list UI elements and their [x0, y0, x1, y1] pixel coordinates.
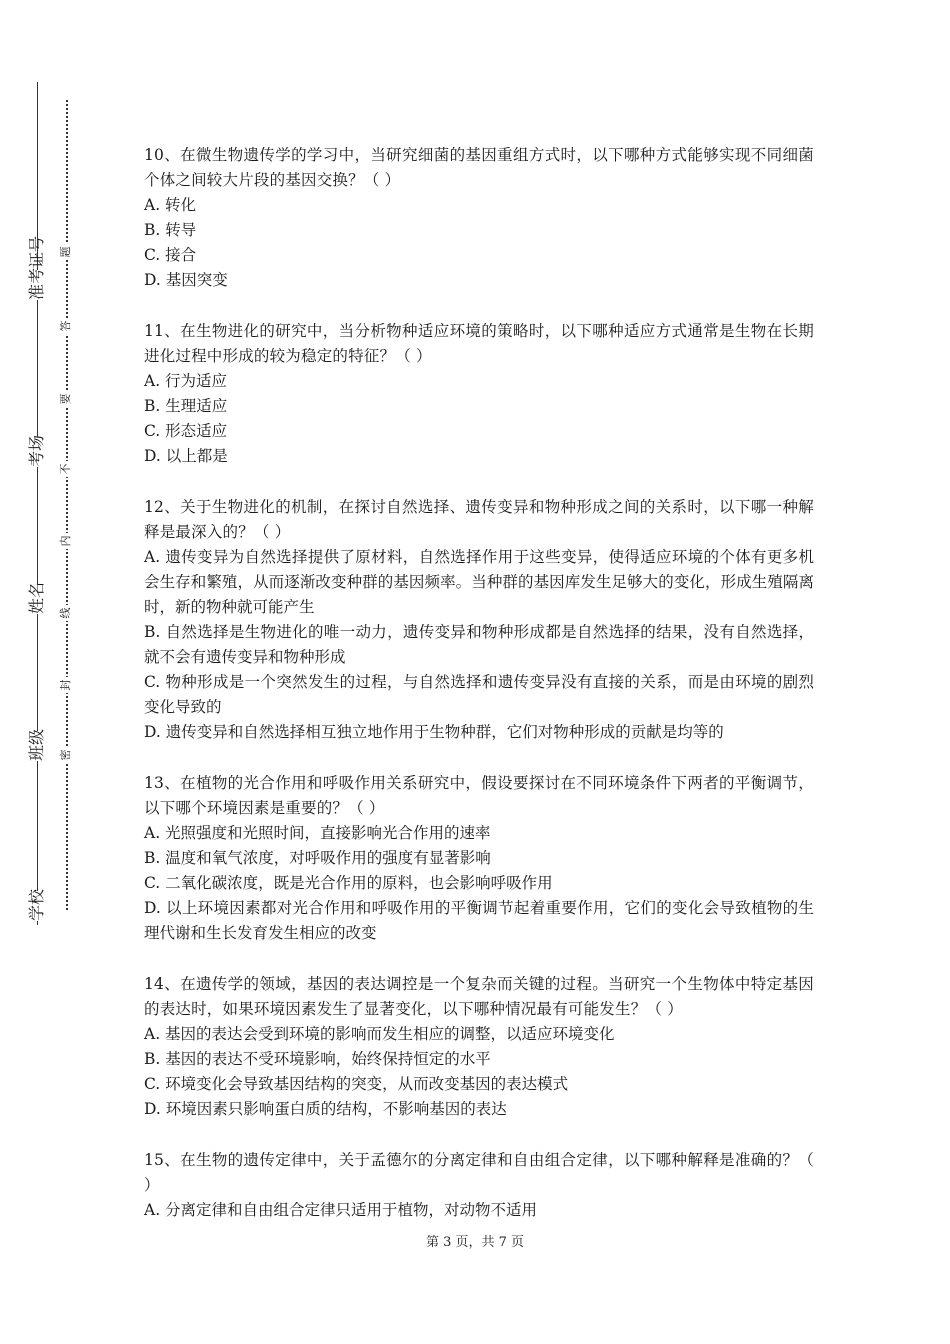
question-stem: 15、在生物的遗传定律中，关于孟德尔的分离定律和自由组合定律，以下哪种解释是准确的？（ ）	[144, 1151, 814, 1194]
class-label: 班级	[22, 731, 52, 761]
option-c: C. 物种形成是一个突然发生的过程，与自然选择和遗传变异没有直接的关系，而是由环境的剧烈变化导致的	[144, 673, 814, 716]
page-number: 第 3 页，共 7 页	[425, 1235, 525, 1250]
question-stem: 14、在遗传学的领域，基因的表达调控是一个复杂而关键的过程。当研究一个生物体中特定基因的表达时，如果环境因素发生了显著变化，以下哪种情况最有可能发生？（ ）	[144, 975, 814, 1018]
question-stem: 11、在生物进化的研究中，当分析物种适应环境的策略时，以下哪种适应方式通常是生物在长期进化过程中形成的较为稳定的特征？（ ）	[144, 322, 814, 365]
question-10	[144, 143, 814, 293]
option-c: C. 形态适应	[144, 422, 228, 440]
seal-dotted-line	[66, 100, 68, 910]
option-b: B. 转导	[144, 221, 197, 239]
question-11	[144, 319, 814, 469]
seal-char: 密	[58, 747, 74, 763]
option-a: A. 基因的表达会受到环境的影响而发生相应的调整，以适应环境变化	[144, 1025, 615, 1043]
question-13	[144, 771, 814, 946]
option-d: D. 以上都是	[144, 447, 228, 465]
question-stem: 10、在微生物遗传学的学习中，当研究细菌的基因重组方式时，以下哪种方式能够实现不同细菌个体之间较大片段的基因交换？（ ）	[144, 146, 814, 189]
binding-margin	[0, 0, 120, 1344]
seal-char: 不	[58, 461, 74, 477]
question-stem: 12、关于生物进化的机制，在探讨自然选择、遗传变异和物种形成之间的关系时，以下哪一种解释是最深入的？（ ）	[144, 498, 814, 541]
option-c: C. 接合	[144, 246, 197, 264]
option-b: B. 自然选择是生物进化的唯一动力，遗传变异和物种形成都是自然选择的结果，没有自然选择，就不会有遗传变异和物种形成	[144, 623, 814, 666]
school-label: 学校	[22, 891, 52, 921]
seal-char: 封	[58, 677, 74, 693]
question-14	[144, 972, 814, 1122]
option-a: A. 光照强度和光照时间，直接影响光合作用的速率	[144, 824, 491, 842]
option-b: B. 温度和氧气浓度，对呼吸作用的强度有显著影响	[144, 849, 491, 867]
option-d: D. 以上环境因素都对光合作用和呼吸作用的平衡调节起着重要作用，它们的变化会导致植物的生理代谢和生长发育发生相应的改变	[144, 899, 814, 942]
question-15	[144, 1148, 814, 1223]
seal-char: 内	[58, 533, 74, 549]
option-d: D. 基因突变	[144, 271, 228, 289]
option-a: A. 分离定律和自由组合定律只适用于植物，对动物不适用	[144, 1201, 538, 1219]
option-d: D. 环境因素只影响蛋白质的结构，不影响基因的表达	[144, 1100, 507, 1118]
option-b: B. 基因的表达不受环境影响，始终保持恒定的水平	[144, 1050, 491, 1068]
seal-char: 要	[58, 391, 74, 407]
seal-char: 线	[58, 605, 74, 621]
seal-char: 答	[58, 318, 74, 334]
option-b: B. 生理适应	[144, 397, 228, 415]
question-stem: 13、在植物的光合作用和呼吸作用关系研究中，假设要探讨在不同环境条件下两者的平衡调节，以下哪个环境因素是重要的？（ ）	[144, 774, 814, 817]
option-c: C. 二氧化碳浓度，既是光合作用的原料，也会影响呼吸作用	[144, 874, 553, 892]
exam-number-label: 准考证号	[22, 270, 52, 300]
exam-room-label: 考场	[22, 437, 52, 467]
option-a: A. 行为适应	[144, 372, 228, 390]
question-12	[144, 495, 814, 745]
option-a: A. 转化	[144, 196, 197, 214]
student-name-label: 姓名	[22, 584, 52, 614]
option-d: D. 遗传变异和自然选择相互独立地作用于生物种群，它们对物种形成的贡献是均等的	[144, 723, 724, 741]
binding-solid-line	[37, 82, 38, 925]
option-a: A. 遗传变异为自然选择提供了原材料，自然选择作用于这些变异，使得适应环境的个体有更多机会生存和繁殖，从而逐渐改变种群的基因频率。当种群的基因库发生足够大的变化，形成生殖隔离时，新的物种就可能产生	[144, 548, 814, 616]
option-c: C. 环境变化会导致基因结构的突变，从而改变基因的表达模式	[144, 1075, 569, 1093]
question-list	[144, 143, 814, 1249]
seal-char: 题	[58, 244, 74, 260]
